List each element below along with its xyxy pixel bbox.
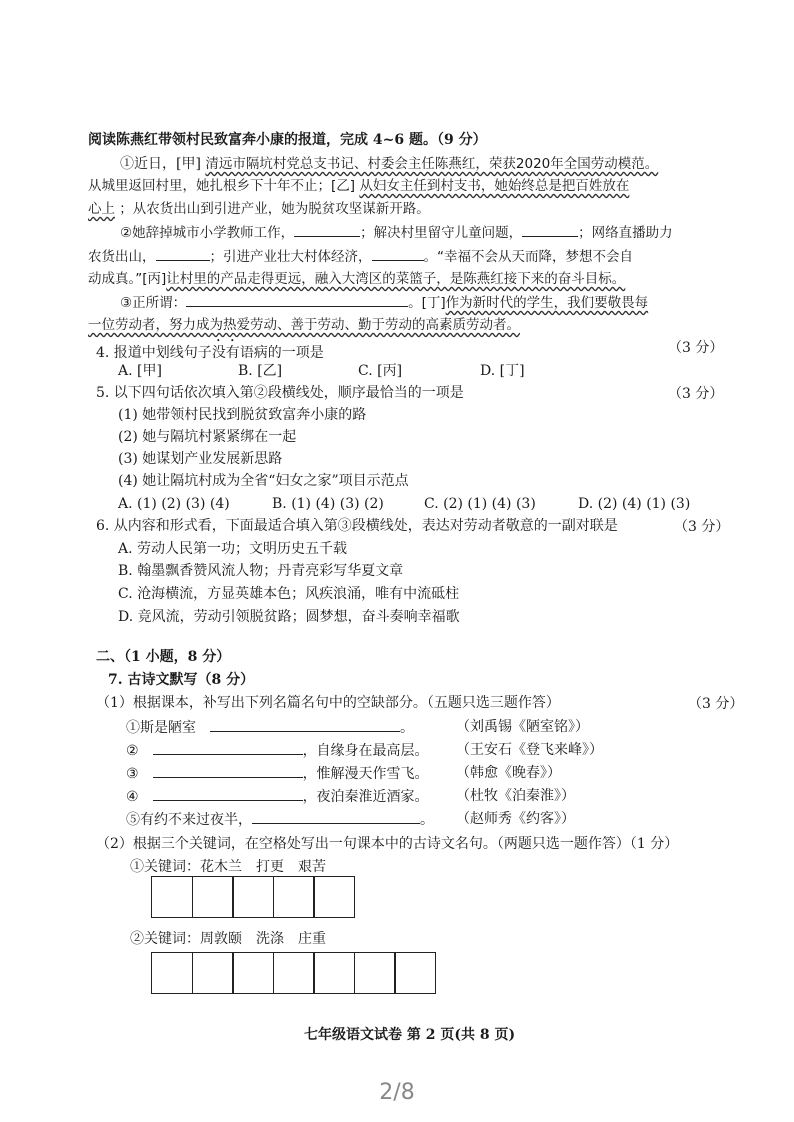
q4-option-b[interactable]: B. [乙] [238, 363, 283, 379]
para2-l3-prefix: 动成真。”[丙] [88, 271, 167, 287]
sentence-yi-end: 心上 [88, 201, 115, 217]
sentence-ding: 作为新时代的学生，我们要敬畏每 [445, 295, 649, 311]
poem-after: ，夜泊秦淮近酒家。 [302, 789, 429, 805]
sentence-jia: 清远市隔坑村党总支书记、村委会主任陈燕红，荣获2020年全国劳动模范。 [205, 156, 659, 172]
answer-grid-1 [151, 876, 354, 918]
poem-after: ，惟解漫天作雪飞。 [302, 766, 429, 782]
section-2-heading: 二、（1 小题，8 分） [96, 649, 231, 665]
poem-prefix: ①斯是陋室 [126, 720, 196, 736]
q7-part1-score: （3 分） [688, 696, 744, 712]
q7-title: 7. 古诗文默写（8 分） [108, 672, 255, 688]
poem-prefix: ④ [126, 789, 139, 805]
poem-line-2 [126, 740, 429, 761]
poem-line-1 [126, 717, 414, 738]
page-indicator: 2/8 [379, 1080, 415, 1105]
q4-option-c[interactable]: C. [丙] [358, 363, 403, 379]
answer-grid-2 [151, 952, 435, 994]
q6-option-d[interactable]: D. 竞风流，劳动引领脱贫路；圆梦想，奋斗奏响幸福歌 [118, 609, 460, 625]
couplet-blank[interactable] [186, 292, 408, 307]
poem-after: ，自缘身在最高层。 [302, 743, 429, 759]
para1-line1 [120, 154, 658, 174]
grid-cell[interactable] [313, 876, 355, 918]
grid-cell[interactable] [232, 952, 274, 994]
poem-line-3 [126, 763, 429, 784]
q5-item: (1) 她带领村民找到脱贫致富奔小康的路 [118, 407, 367, 423]
blank-3[interactable] [156, 246, 210, 261]
grid-cell[interactable] [394, 952, 436, 994]
q7-part1-stem: （1）根据课本，补写出下列名篇名句中的空缺部分。（五题只选三题作答） [96, 695, 560, 711]
q6-stem: 6. 从内容和形式看，下面最适合填入第③段横线处，表达对劳动者敬意的一副对联是 [96, 518, 618, 534]
q5-item: (2) 她与隔坑村紧紧绑在一起 [118, 429, 297, 445]
poem-line-5 [126, 809, 434, 830]
q5-option-a[interactable]: A. (1) (2) (3) (4) [118, 496, 230, 512]
poem-blank-1[interactable] [210, 717, 400, 732]
para3-prefix: ③正所谓： [120, 295, 187, 311]
para1-l2-prefix: 从城里返回村里，她扎根乡下十年不止；[乙] [88, 178, 356, 194]
q4-option-a[interactable]: A. [甲] [118, 363, 162, 379]
para1-prefix: ①近日，[甲] [120, 156, 201, 172]
q5-stem: 5. 以下四句话依次填入第②段横线处，顺序最恰当的一项是 [96, 385, 464, 401]
keywords-2: ②关键词：周敦颐 洗涤 庄重 [130, 931, 326, 947]
poem-blank-3[interactable] [153, 763, 303, 778]
blank-4[interactable] [372, 246, 424, 261]
q5-option-c[interactable]: C. (2) (1) (4) (3) [424, 496, 536, 512]
q7-part2-stem: （2）根据三个关键词，在空格处写出一句课本中的古诗文名句。（两题只选一题作答）（1 分） [96, 836, 679, 852]
para2-line2 [88, 246, 633, 267]
para3-line1 [120, 292, 648, 313]
grid-cell[interactable] [354, 952, 396, 994]
q6-option-c[interactable]: C. 沧海横流，方显英雄本色；风疾浪涌，唯有中流砥柱 [118, 586, 460, 602]
blank-2[interactable] [522, 222, 578, 237]
para1-line2 [88, 176, 629, 196]
q4-stem [96, 337, 324, 363]
para2-text: 农货出山， [88, 249, 156, 265]
grid-cell[interactable] [273, 876, 315, 918]
grid-cell[interactable] [151, 952, 193, 994]
q5-score: （3 分） [668, 386, 724, 402]
poem-after: 。 [420, 812, 434, 828]
poem-source: （韩愈《晚春》） [456, 765, 561, 781]
poem-after: 。 [400, 720, 414, 736]
blank-1[interactable] [294, 222, 360, 237]
para1-line3 [88, 199, 430, 219]
grid-cell[interactable] [192, 952, 234, 994]
keywords-1: ①关键词：花木兰 打更 艰苦 [130, 859, 326, 875]
q5-option-b[interactable]: B. (1) (4) (3) (2) [272, 496, 384, 512]
para2-text: ；解决村里留守儿童问题， [360, 225, 523, 241]
sentence-ding-end: 一位劳动者，努力成为热爱劳动、善于劳动、勤于劳动的高素质劳动者。 [88, 317, 520, 333]
grid-cell[interactable] [313, 952, 355, 994]
poem-source: （刘禹锡《陋室铭》） [456, 719, 589, 735]
para2-line3 [88, 269, 625, 289]
q4-emphasis: 没有 [211, 345, 240, 361]
sentence-yi: 从妇女主任到村支书，她始终总是把百姓放在 [359, 178, 630, 194]
poem-prefix: ② [126, 743, 139, 759]
grid-cell[interactable] [151, 876, 193, 918]
q6-option-a[interactable]: A. 劳动人民第一功；文明历史五千载 [118, 541, 348, 557]
q5-option-d[interactable]: D. (2) (4) (1) (3) [578, 496, 691, 512]
q5-item: (4) 她让隔坑村成为全省“妇女之家”项目示范点 [118, 473, 409, 489]
page-footer: 七年级语文试卷 第 2 页(共 8 页) [304, 1027, 516, 1043]
para1-l3-rest: ；从农货出山到引进产业，她为脱贫攻坚谋新开路。 [119, 201, 430, 217]
grid-cell[interactable] [192, 876, 234, 918]
poem-blank-2[interactable] [153, 740, 303, 755]
para2-line1 [120, 222, 673, 243]
para3-line2 [88, 315, 520, 335]
q6-option-b[interactable]: B. 翰墨飘香赞风流人物；丹青亮彩写华夏文章 [118, 563, 404, 579]
q4-option-d[interactable]: D. [丁] [480, 363, 525, 379]
poem-blank-5[interactable] [252, 809, 420, 824]
poem-prefix: ⑤有约不来过夜半， [126, 812, 252, 828]
para2-text: ；网络直播助力 [578, 225, 673, 241]
q5-item: (3) 她谋划产业发展新思路 [118, 451, 283, 467]
q4-stem-a: 4. 报道中划线句子 [96, 345, 212, 361]
poem-blank-4[interactable] [153, 786, 303, 801]
para3-mid: 。[丁] [408, 295, 446, 311]
grid-cell[interactable] [232, 876, 274, 918]
para2-text: ；引进产业壮大村体经济， [209, 249, 372, 265]
para2-text: 。“幸福不会从天而降，梦想不会自 [423, 249, 633, 265]
reading-intro: 阅读陈燕红带领村民致富奔小康的报道，完成 4~6 题。（9 分） [88, 132, 487, 148]
poem-source: （杜牧《泊秦淮》） [456, 788, 575, 804]
poem-source: （赵师秀《约客》） [456, 811, 575, 827]
sentence-bing: 让村里的产品走得更远，融入大湾区的菜篮子，是陈燕红接下来的奋斗目标。 [166, 271, 626, 287]
q6-score: （3 分） [674, 519, 730, 535]
grid-cell[interactable] [273, 952, 315, 994]
poem-source: （王安石《登飞来峰》） [456, 742, 603, 758]
q4-score: （3 分） [668, 340, 724, 356]
q4-stem-b: 语病的一项是 [239, 345, 324, 361]
poem-line-4 [126, 786, 429, 807]
poem-prefix: ③ [126, 766, 139, 782]
para2-text: ②她辞掉城市小学教师工作， [120, 225, 295, 241]
